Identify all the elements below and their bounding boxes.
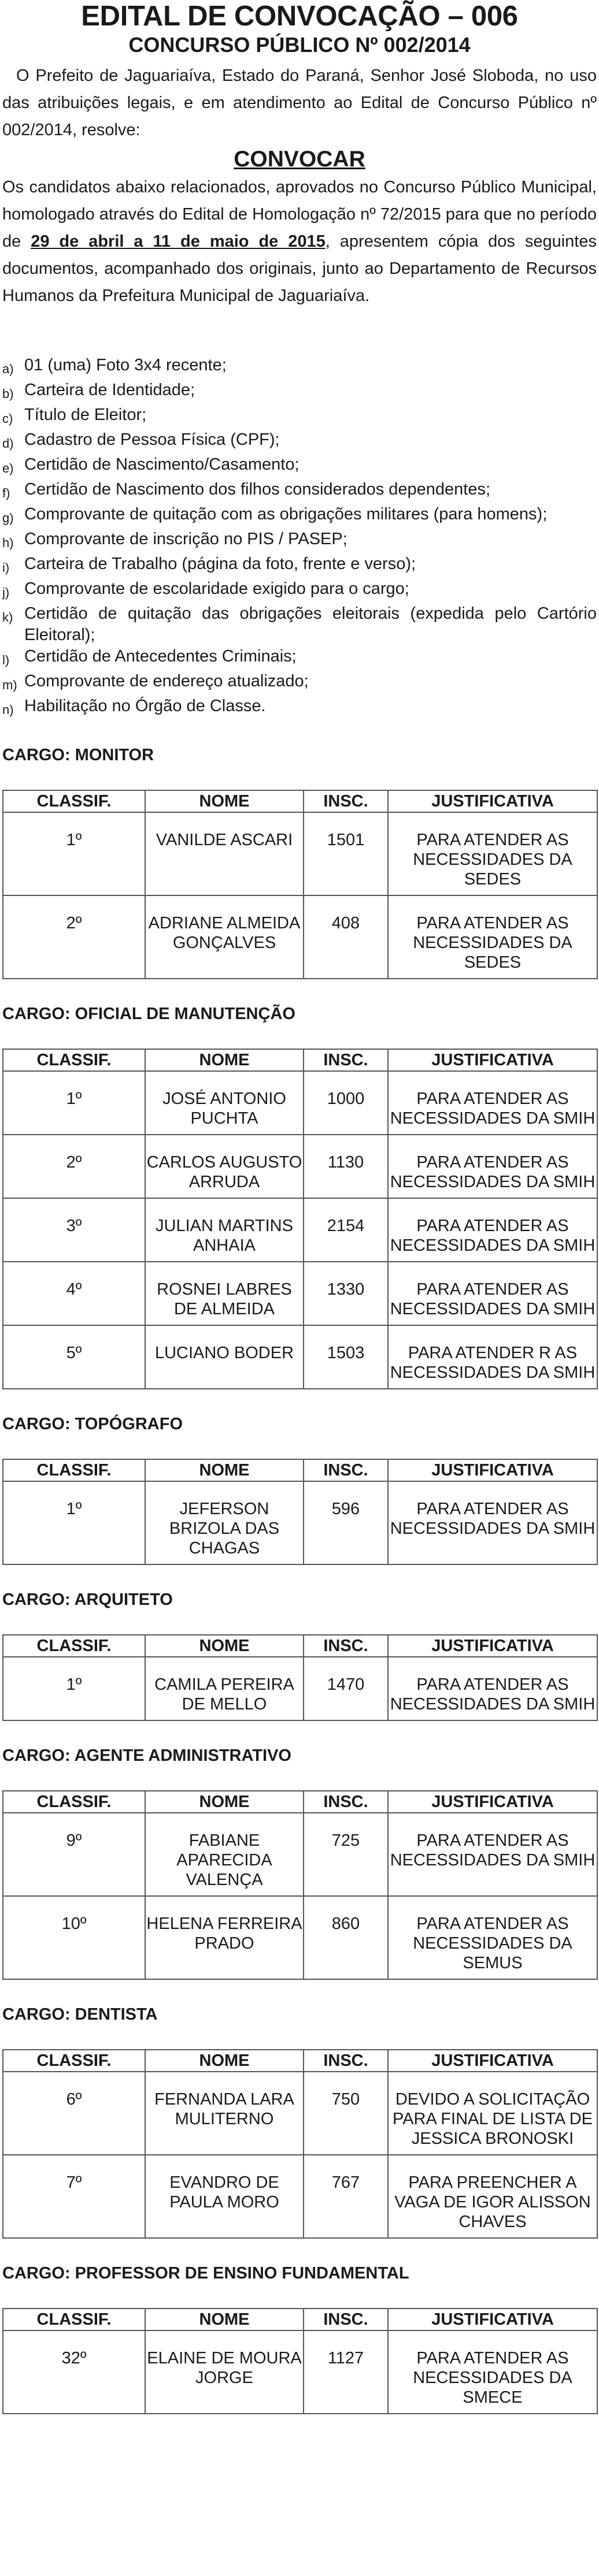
cell-nome: HELENA FERREIRA PRADO: [145, 1896, 304, 1979]
table-header-row: [3, 1049, 597, 1071]
cargo-title: CARGO: TOPÓGRAFO: [2, 1415, 183, 1433]
cargo-title: CARGO: OFICIAL DE MANUTENÇÃO: [2, 1005, 295, 1023]
cell-just: PARA ATENDER AS NECESSIDADES DA SEMUS: [388, 1896, 597, 1979]
column-header-just: JUSTIFICATIVA: [388, 1049, 597, 1071]
column-header-insc: INSC.: [304, 1049, 388, 1071]
table-header-row: [3, 1791, 597, 1813]
cell-classif: 1º: [3, 1071, 145, 1135]
table-row: [3, 1262, 597, 1325]
cargo-table: [2, 1049, 598, 1389]
document-item-text: 01 (uma) Foto 3x4 recente;: [24, 356, 227, 374]
column-header-nome: NOME: [145, 1791, 304, 1813]
required-documents-list: [2, 355, 597, 720]
cell-insc: 750: [304, 2072, 388, 2155]
column-header-just: JUSTIFICATIVA: [388, 1791, 597, 1813]
cell-insc: 1470: [304, 1657, 388, 1720]
column-header-classif: CLASSIF.: [3, 790, 145, 812]
document-item: [2, 504, 597, 529]
cell-nome: CARLOS AUGUSTO ARRUDA: [145, 1135, 304, 1198]
cell-just: PARA ATENDER AS NECESSIDADES DA SMIH: [388, 1071, 597, 1135]
column-header-nome: NOME: [145, 1635, 304, 1657]
cell-just: PARA ATENDER AS NECESSIDADES DA SEDES: [388, 895, 597, 979]
document-item-letter: n): [2, 702, 14, 717]
document-item-letter: b): [2, 386, 14, 401]
column-header-insc: INSC.: [304, 2309, 388, 2330]
document-item-letter: j): [2, 585, 10, 600]
cell-nome: JULIAN MARTINS ANHAIA: [145, 1198, 304, 1262]
cargos-section: [2, 745, 597, 2414]
cargo-table: [2, 1459, 598, 1565]
cell-just: PARA ATENDER AS NECESSIDADES DA SMIH: [388, 1135, 597, 1198]
document-item: [2, 646, 597, 671]
cell-insc: 725: [304, 1813, 388, 1896]
document-item-letter: d): [2, 436, 14, 451]
cell-just: PARA PREENCHER A VAGA DE IGOR ALISSON CHAVES: [388, 2155, 597, 2238]
cell-classif: 7º: [3, 2155, 145, 2238]
column-header-just: JUSTIFICATIVA: [388, 1635, 597, 1657]
document-item: [2, 529, 597, 553]
document-item-text: Certidão de Nascimento/Casamento;: [24, 455, 300, 474]
document-item-text: Comprovante de quitação com as obrigações militares (para homens);: [24, 505, 548, 523]
cell-insc: 860: [304, 1896, 388, 1979]
convocation-period: 29 de abril a 11 de maio de 2015: [31, 232, 326, 251]
cell-nome: CAMILA PEREIRA DE MELLO: [145, 1657, 304, 1720]
cell-insc: 2154: [304, 1198, 388, 1262]
cell-insc: 1330: [304, 1262, 388, 1325]
table-row: [3, 2072, 597, 2155]
cargo-table: [2, 1790, 598, 1980]
column-header-insc: INSC.: [304, 1459, 388, 1481]
cargo-title: CARGO: ARQUITETO: [2, 1590, 173, 1609]
cell-nome: FERNANDA LARA MULITERNO: [145, 2072, 304, 2155]
cell-classif: 1º: [3, 1481, 145, 1564]
cell-just: PARA ATENDER AS NECESSIDADES DA SMIH: [388, 1198, 597, 1262]
cell-classif: 3º: [3, 1198, 145, 1262]
cell-insc: 767: [304, 2155, 388, 2238]
document-item: [2, 671, 597, 696]
cell-insc: 1127: [304, 2330, 388, 2414]
column-header-insc: INSC.: [304, 1635, 388, 1657]
column-header-just: JUSTIFICATIVA: [388, 1459, 597, 1481]
document-title: EDITAL DE CONVOCAÇÃO – 006: [81, 1, 518, 32]
table-row: [3, 2330, 597, 2414]
column-header-just: JUSTIFICATIVA: [388, 2309, 597, 2330]
document-item: [2, 454, 597, 479]
cell-nome: JEFERSON BRIZOLA DAS CHAGAS: [145, 1481, 304, 1564]
intro-paragraph: O Prefeito de Jaguariaíva, Estado do Paraná, Senhor José Sloboda, no uso das atribuições legais, e em atendimento ao Edital de Concurso Público nº 002/2014, resolve:: [2, 66, 597, 139]
table-row: [3, 1813, 597, 1896]
document-item-letter: g): [2, 511, 14, 525]
document-item-text: Comprovante de endereço atualizado;: [24, 672, 309, 690]
cell-nome: LUCIANO BODER: [145, 1325, 304, 1389]
cell-just: PARA ATENDER AS NECESSIDADES DA SMECE: [388, 2330, 597, 2414]
column-header-classif: CLASSIF.: [3, 1049, 145, 1071]
column-header-just: JUSTIFICATIVA: [388, 2050, 597, 2072]
document-item-letter: h): [2, 536, 14, 550]
document-subtitle: CONCURSO PÚBLICO Nº 002/2014: [128, 33, 471, 57]
cell-insc: 596: [304, 1481, 388, 1564]
cargo-table: [2, 2308, 598, 2414]
document-item-letter: e): [2, 461, 14, 475]
body-text-before: Os candidatos abaixo relacionados, aprovados no Concurso Público Municipal, homologado através do Edital de Homologação nº 72/2015 para que no período de: [2, 178, 597, 251]
column-header-classif: CLASSIF.: [3, 1635, 145, 1657]
convocar-heading: CONVOCAR: [234, 147, 365, 172]
cell-classif: 1º: [3, 1657, 145, 1720]
cell-classif: 2º: [3, 895, 145, 979]
cell-nome: EVANDRO DE PAULA MORO: [145, 2155, 304, 2238]
cell-insc: 408: [304, 895, 388, 979]
table-header-row: [3, 2309, 597, 2330]
table-header-row: [3, 1459, 597, 1481]
cell-classif: 32º: [3, 2330, 145, 2414]
column-header-insc: INSC.: [304, 790, 388, 812]
column-header-classif: CLASSIF.: [3, 1791, 145, 1813]
document-item: [2, 380, 597, 404]
cell-nome: ELAINE DE MOURA JORGE: [145, 2330, 304, 2414]
column-header-just: JUSTIFICATIVA: [388, 790, 597, 812]
table-row: [3, 812, 597, 895]
document-item: [2, 355, 597, 380]
cell-just: PARA ATENDER AS NECESSIDADES DA SMIH: [388, 1657, 597, 1720]
cell-classif: 1º: [3, 812, 145, 895]
cargo-table: [2, 1634, 598, 1721]
cell-insc: 1501: [304, 812, 388, 895]
body-paragraph: [2, 174, 597, 310]
cargo-title: CARGO: DENTISTA: [2, 2005, 158, 2024]
body-text-after: , apresentem cópia dos seguintes documentos, acompanhado dos originais, junto ao Departamento de Recursos Humanos da Prefeitura Municipal de Jaguariaíva.: [2, 232, 597, 305]
document-item-text: Comprovante de inscrição no PIS / PASEP;: [24, 530, 347, 548]
cell-nome: VANILDE ASCARI: [145, 812, 304, 895]
column-header-nome: NOME: [145, 1459, 304, 1481]
cell-classif: 10º: [3, 1896, 145, 1979]
table-row: [3, 895, 597, 979]
table-header-row: [3, 2050, 597, 2072]
cell-classif: 5º: [3, 1325, 145, 1389]
document-item-letter: i): [2, 560, 10, 575]
document-item-text: Certidão de quitação das obrigações eleitorais (expedida pelo Cartório Eleitoral);: [24, 604, 597, 644]
cargo-title: CARGO: AGENTE ADMINISTRATIVO: [2, 1746, 291, 1765]
cell-nome: FABIANE APARECIDA VALENÇA: [145, 1813, 304, 1896]
document-item-letter: a): [2, 362, 14, 376]
document-item-letter: k): [2, 610, 13, 625]
cell-just: PARA ATENDER AS NECESSIDADES DA SEDES: [388, 812, 597, 895]
document-item-text: Cadastro de Pessoa Física (CPF);: [24, 430, 280, 449]
document-item-text: Certidão de Antecedentes Criminais;: [24, 647, 297, 666]
cell-just: DEVIDO A SOLICITAÇÃO PARA FINAL DE LISTA DE JESSICA BRONOSKI: [388, 2072, 597, 2155]
table-row: [3, 2155, 597, 2238]
document-item: [2, 429, 597, 454]
document-item: [2, 696, 597, 720]
table-row: [3, 1657, 597, 1720]
cell-insc: 1000: [304, 1071, 388, 1135]
document-item-letter: l): [2, 653, 10, 667]
table-row: [3, 1071, 597, 1135]
cargo-title: CARGO: PROFESSOR DE ENSINO FUNDAMENTAL: [2, 2264, 409, 2283]
document-item-text: Certidão de Nascimento dos filhos considerados dependentes;: [24, 480, 491, 499]
cell-classif: 6º: [3, 2072, 145, 2155]
cargo-table: [2, 2049, 598, 2239]
table-row: [3, 1481, 597, 1564]
cell-just: PARA ATENDER AS NECESSIDADES DA SMIH: [388, 1262, 597, 1325]
document-item-text: Habilitação no Órgão de Classe.: [24, 697, 266, 715]
column-header-insc: INSC.: [304, 2050, 388, 2072]
table-row: [3, 1135, 597, 1198]
document-item-letter: c): [2, 411, 13, 426]
column-header-classif: CLASSIF.: [3, 1459, 145, 1481]
document-item-text: Carteira de Trabalho (página da foto, frente e verso);: [24, 555, 416, 573]
document-item-letter: m): [2, 678, 17, 692]
table-row: [3, 1198, 597, 1262]
document-item-text: Carteira de Identidade;: [24, 381, 195, 399]
column-header-nome: NOME: [145, 1049, 304, 1071]
column-header-classif: CLASSIF.: [3, 2050, 145, 2072]
document-item: [2, 578, 597, 603]
cell-nome: ADRIANE ALMEIDA GONÇALVES: [145, 895, 304, 979]
column-header-nome: NOME: [145, 2050, 304, 2072]
document-item: [2, 553, 597, 578]
cell-nome: ROSNEI LABRES DE ALMEIDA: [145, 1262, 304, 1325]
table-row: [3, 1896, 597, 1979]
table-row: [3, 1325, 597, 1389]
document-item: [2, 404, 597, 429]
document-item-text: Comprovante de escolaridade exigido para o cargo;: [24, 579, 409, 598]
column-header-nome: NOME: [145, 790, 304, 812]
column-header-classif: CLASSIF.: [3, 2309, 145, 2330]
document-item: [2, 603, 597, 646]
table-header-row: [3, 790, 597, 812]
cell-classif: 2º: [3, 1135, 145, 1198]
cargo-table: [2, 790, 598, 979]
document-item-text: Título de Eleitor;: [24, 406, 147, 424]
cell-insc: 1503: [304, 1325, 388, 1389]
column-header-nome: NOME: [145, 2309, 304, 2330]
cell-just: PARA ATENDER R AS NECESSIDADES DA SMIH: [388, 1325, 597, 1389]
cell-just: PARA ATENDER AS NECESSIDADES DA SMIH: [388, 1481, 597, 1564]
cargo-title: CARGO: MONITOR: [2, 746, 154, 764]
cell-classif: 9º: [3, 1813, 145, 1896]
table-header-row: [3, 1635, 597, 1657]
document-item: [2, 479, 597, 504]
column-header-insc: INSC.: [304, 1791, 388, 1813]
cell-insc: 1130: [304, 1135, 388, 1198]
document-item-letter: f): [2, 486, 10, 500]
cell-just: PARA ATENDER AS NECESSIDADES DA SMIH: [388, 1813, 597, 1896]
cell-classif: 4º: [3, 1262, 145, 1325]
cell-nome: JOSÉ ANTONIO PUCHTA: [145, 1071, 304, 1135]
